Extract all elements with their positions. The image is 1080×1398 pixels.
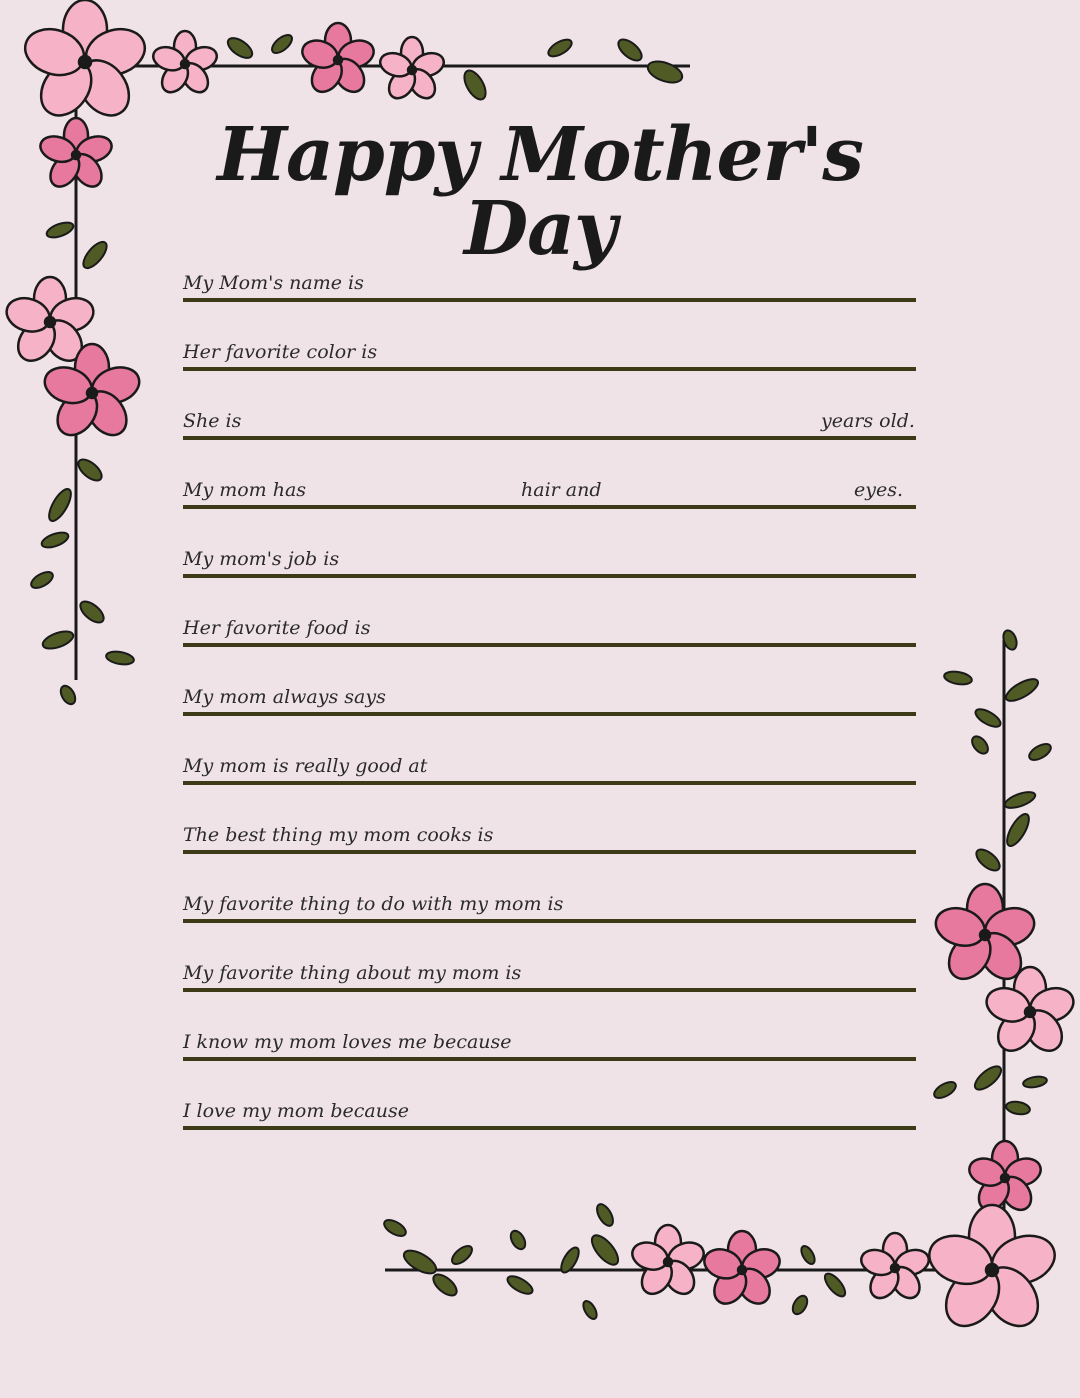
hair-mid-label: hair and [521, 479, 602, 501]
flower-icon [701, 1231, 784, 1310]
leaf-icon [79, 238, 110, 272]
leaf-icon [269, 32, 295, 57]
flower-icon [629, 1225, 707, 1300]
age-lead-label: She is [183, 410, 242, 432]
page-title: Happy Mother's Day [217, 112, 863, 272]
leaf-icon [1003, 811, 1033, 849]
leaf-icon [821, 1270, 848, 1299]
leaf-icon [594, 1202, 616, 1229]
flower-icon [40, 344, 144, 443]
flower-icon [150, 31, 220, 97]
loves-me-label: I know my mom loves me because [183, 1031, 512, 1053]
favorite-food-line[interactable] [183, 603, 916, 647]
leaf-icon [1005, 1100, 1031, 1116]
leaf-icon [460, 67, 490, 103]
loves-me-line[interactable] [183, 1017, 916, 1061]
favorite-color-line[interactable] [183, 327, 916, 371]
leaf-icon [382, 1217, 409, 1239]
leaf-icon [969, 733, 991, 756]
leaf-icon [225, 34, 256, 62]
flower-icon [299, 23, 377, 98]
leaf-icon [41, 628, 76, 652]
leaf-icon [587, 1231, 622, 1269]
always-says-line[interactable] [183, 672, 916, 716]
leaf-icon [645, 57, 685, 86]
favorite-about-line[interactable] [183, 948, 916, 992]
leaf-icon [1003, 675, 1041, 705]
leaf-icon [1022, 1075, 1047, 1089]
flower-icon [377, 37, 447, 103]
leaf-icon [75, 456, 105, 485]
good-at-line[interactable] [183, 741, 916, 785]
leaf-icon [581, 1299, 600, 1321]
leaf-icon [430, 1271, 460, 1300]
leaf-icon [971, 1062, 1005, 1093]
hair-lead-label: My mom has [183, 479, 307, 501]
age-end-label: years old. [821, 410, 915, 432]
flower-icon [19, 0, 151, 125]
mom-name-line[interactable] [183, 258, 916, 302]
flower-icon [923, 1205, 1061, 1336]
leaf-icon [508, 1228, 528, 1251]
good-at-label: My mom is really good at [183, 755, 428, 777]
leaf-icon [449, 1243, 475, 1268]
favorite-color-label: Her favorite color is [183, 341, 378, 363]
leaf-icon [45, 220, 75, 241]
leaf-icon [45, 486, 75, 524]
leaf-icon [1003, 789, 1037, 811]
leaf-icon [615, 36, 645, 65]
love-mom-line[interactable] [183, 1086, 916, 1130]
leaf-icon [505, 1273, 535, 1297]
always-says-label: My mom always says [183, 686, 386, 708]
best-cook-label: The best thing my mom cooks is [183, 824, 494, 846]
age-line[interactable] [183, 396, 916, 440]
leaf-icon [40, 530, 70, 551]
favorite-about-label: My favorite thing about my mom is [183, 962, 522, 984]
mom-name-label: My Mom's name is [183, 272, 364, 294]
leaf-icon [105, 650, 135, 667]
mom-job-label: My mom's job is [183, 548, 340, 570]
mom-job-line[interactable] [183, 534, 916, 578]
eyes-end-label: eyes. [854, 479, 904, 501]
leaf-icon [799, 1244, 818, 1266]
flower-icon [858, 1233, 932, 1303]
love-mom-label: I love my mom because [183, 1100, 409, 1122]
leaf-icon [77, 598, 107, 627]
leaf-icon [790, 1293, 810, 1316]
flower-icon [982, 967, 1077, 1058]
best-cook-line[interactable] [183, 810, 916, 854]
leaf-icon [58, 683, 78, 706]
leaf-icon [943, 670, 973, 687]
leaf-icon [400, 1246, 439, 1278]
leaf-icon [546, 36, 575, 59]
favorite-do-label: My favorite thing to do with my mom is [183, 893, 564, 915]
leaf-icon [973, 706, 1003, 730]
leaf-icon [29, 569, 56, 591]
favorite-do-line[interactable] [183, 879, 916, 923]
leaf-icon [973, 846, 1003, 875]
favorite-food-label: Her favorite food is [183, 617, 371, 639]
leaf-icon [1027, 741, 1054, 763]
leaf-icon [932, 1079, 959, 1101]
hair-eyes-line[interactable] [183, 465, 916, 509]
